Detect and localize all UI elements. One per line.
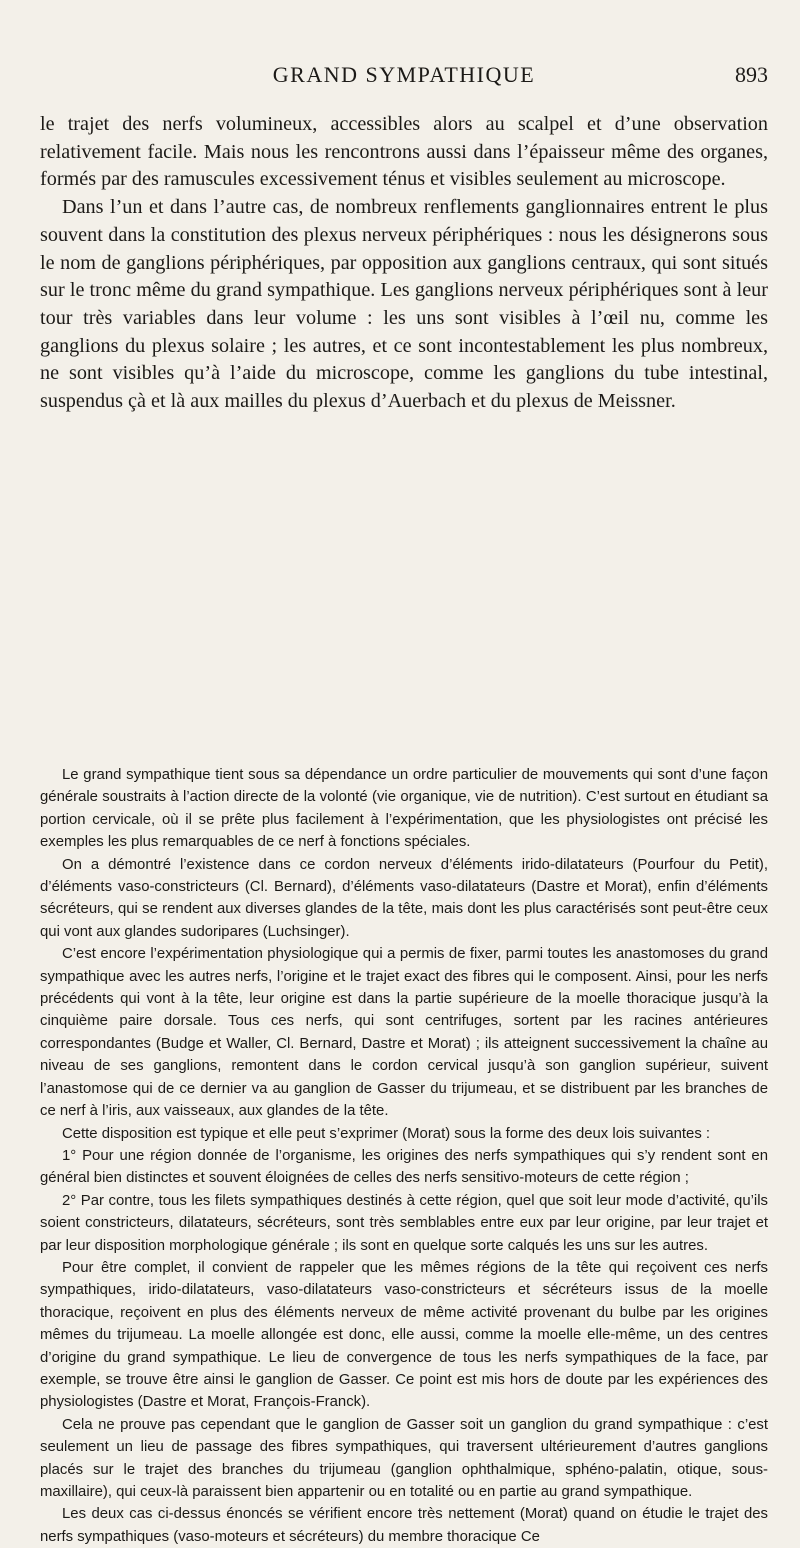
paragraph-large-1: le trajet des nerfs volumineux, accessibles alors au scalpel et d’une observation relativement facile. Mais nous les rencontrons aussi dans l’épaisseur même des organes, formés par des ramuscules excessivement ténus et visibles seulement au microscope. [40, 113, 768, 191]
paragraph-large-2: Dans l’un et dans l’autre cas, de nombreux renflements ganglionnaires entrent le plus souvent dans la constitution des plexus nerveux périphériques : nous les désignerons sous le nom de ganglions périphériques, par opposition aux ganglions centraux, qui sont situés sur le tronc même du grand sympathique. Les ganglions nerveux périphériques sont à leur tour très variables dans leur volume : les uns sont visibles à l’œil nu, comme les ganglions du plexus solaire ; les autres, et ce sont incontestablement les plus nombreux, ne sont visibles qu’à l’aide du microscope, comme les ganglions du tube intestinal, suspendus çà et là aux mailles du plexus d’Auerbach et du plexus de Meissner. [40, 196, 768, 413]
paragraph-small-6: 2° Par contre, tous les filets sympathiques destinés à cette région, quel que soit leur mode d’activité, qu’ils soient constricteurs, dilatateurs, sécréteurs, sont très semblables entre eux par leur origine, par leur trajet et par leur disposition morphologique générale ; ils sont en quelque sorte calqués les uns sur les autres. [40, 1192, 768, 1254]
main-text-large [40, 111, 768, 416]
page-header [40, 62, 768, 92]
running-title: GRAND SYMPATHIQUE [272, 62, 536, 87]
paragraph-small-1: Le grand sympathique tient sous sa dépendance un ordre particulier de mouvements qui sont d’une façon générale soustraits à l’action directe de la volonté (vie organique, vie de nutrition). C’est surtout en étudiant sa portion cervicale, où il se prête plus facilement à l’expérimentation, que les physiologistes ont précisé les exemples les plus remarquables de ce nerf à fonctions spéciales. [40, 767, 768, 851]
paragraph-small-7: Pour être complet, il convient de rappeler que les mêmes régions de la tête qui reçoivent ces nerfs sympathiques, irido-dilatateurs, vaso-dilatateurs vaso-constricteurs et sécréteurs issus de la moelle thoracique, reçoivent en plus des éléments nerveux de même activité provenant du bulbe par les origines mêmes du trijumeau. La moelle allongée est donc, elle aussi, comme la moelle elle-même, un des centres d’origine du grand sympathique. Le lieu de convergence de tous les nerfs sympathiques de la face, par exemple, se trouve être ainsi le ganglion de Gasser. Ce point est mis hors de doute par les expériences des physiologistes (Dastre et Morat, François-Franck). [40, 1259, 768, 1411]
paragraph-small-5: 1° Pour une région donnée de l’organisme, les origines des nerfs sympathiques qui s’y rendent sont en général bien distinctes et souvent éloignées de celles des nerfs sensitivo-moteurs de cette région ; [40, 1147, 768, 1187]
page-number: 893 [735, 62, 768, 87]
paragraph-small-9: Les deux cas ci-dessus énoncés se vérifient encore très nettement (Morat) quand on étudie le trajet des nerfs sympathiques (vaso-moteurs et sécréteurs) du membre thoracique Ce [40, 1506, 768, 1545]
paragraph-small-8: Cela ne prouve pas cependant que le ganglion de Gasser soit un ganglion du grand sympathique : c’est seulement un lieu de passage des fibres sympathiques, qui traversent ultérieurement d’autres ganglions placés sur le trajet des branches du trijumeau (ganglion ophthalmique, sphéno-palatin, otique, sous-maxillaire), qui ceux-là paraissent bien appartenir ou en totalité ou en partie au grand sympathique. [40, 1416, 768, 1500]
paragraph-small-4: Cette disposition est typique et elle peut s’exprimer (Morat) sous la forme des deux lois suivantes : [62, 1125, 711, 1142]
paragraph-small-2: On a démontré l’existence dans ce cordon nerveux d’éléments irido-dilatateurs (Pourfour du Petit), d’éléments vaso-constricteurs (Cl. Bernard), d’éléments vaso-dilatateurs (Dastre et Morat), enfin d’éléments sécréteurs, qui se rendent aux diverses glandes de la tête, mais dont les plus caractérisés sont peut-être ceux qui vont aux glandes sudoripares (Luchsinger). [40, 856, 768, 940]
main-text-small [40, 764, 768, 1548]
paragraph-small-3: C’est encore l’expérimentation physiologique qui a permis de fixer, parmi toutes les anastomoses du grand sympathique avec les autres nerfs, l’origine et le trajet exact des fibres qui le composent. Ainsi, pour les nerfs précédents qui vont à la tête, leur origine est dans la partie supérieure de la moelle thoracique jusqu’à la cinquième paire dorsale. Tous ces nerfs, qui sont centrifuges, sortent par les racines antérieures correspondantes (Budge et Waller, Cl. Bernard, Dastre et Morat) ; ils atteignent successivement la chaîne au niveau de ses ganglions, remontent dans le cordon cervical jusqu’à son ganglion supérieur, suivent l’anastomose qui de ce dernier va au ganglion de Gasser du trijumeau, et se distribuent par les branches de ce nerf à l’iris, aux vaisseaux, aux glandes de la tête. [40, 946, 768, 1120]
